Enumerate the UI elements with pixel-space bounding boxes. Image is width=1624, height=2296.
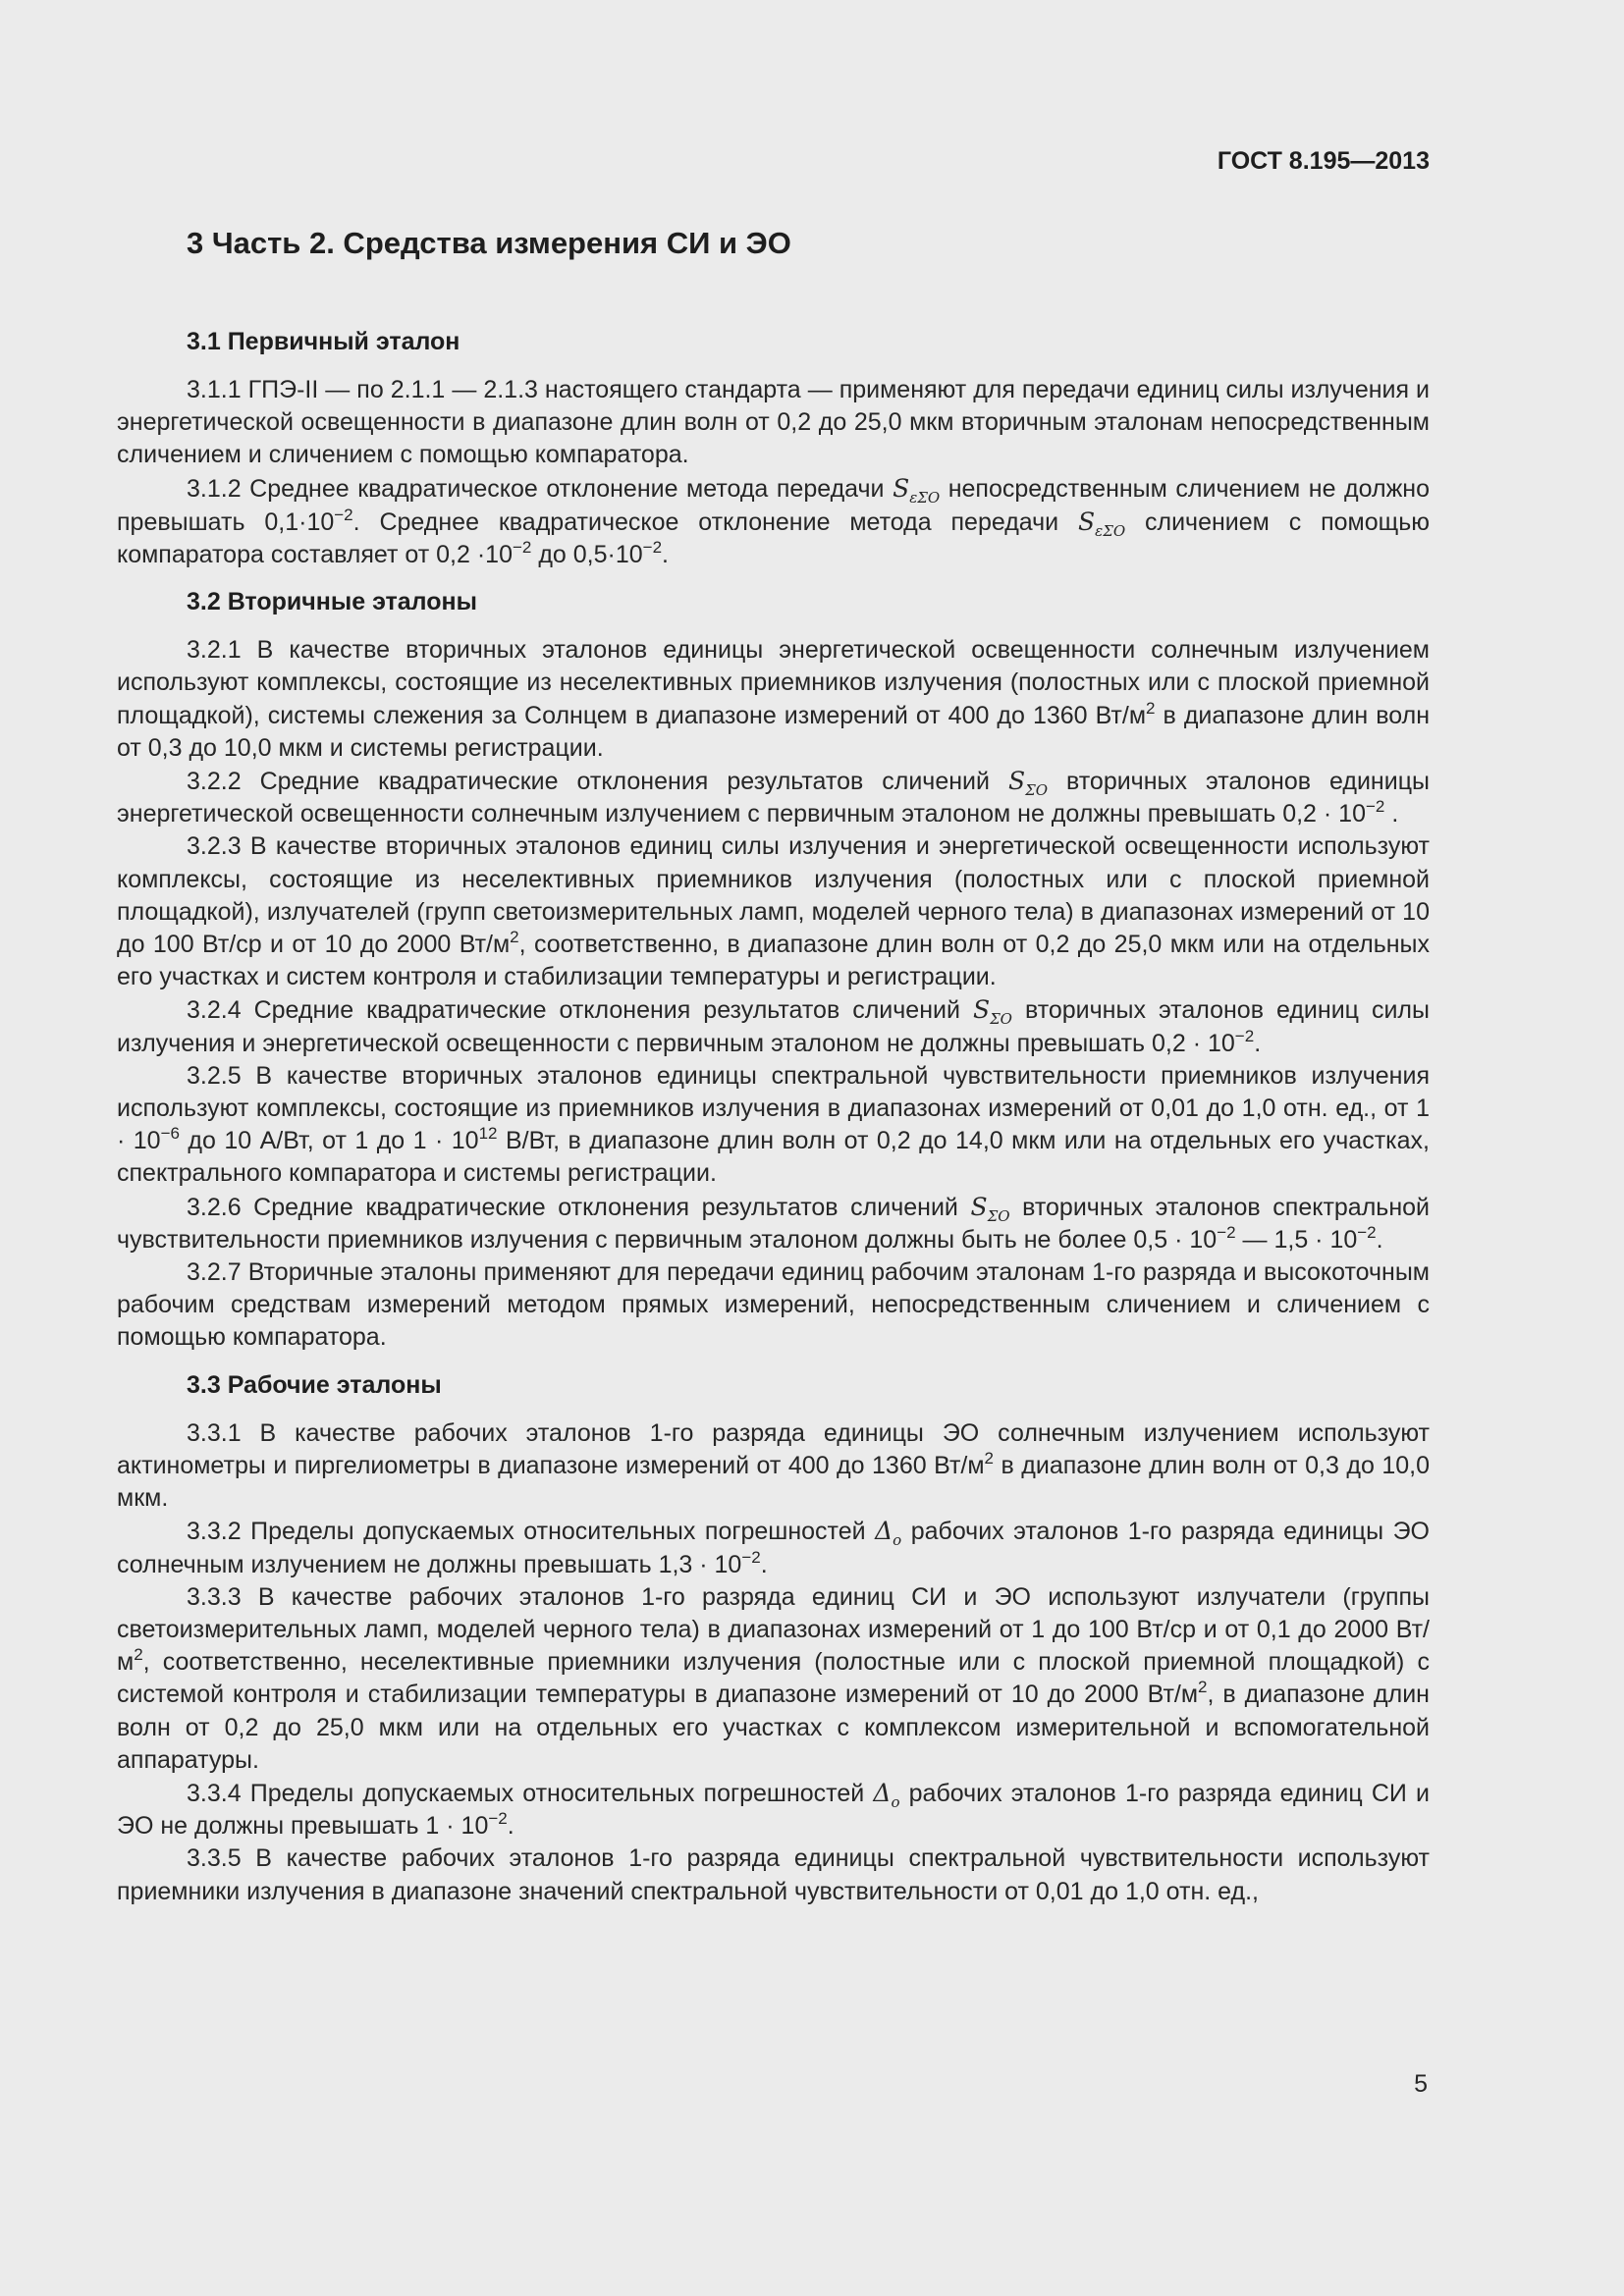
symbol-s: S bbox=[1078, 507, 1096, 536]
subsection-title-3-3: 3.3 Рабочие эталоны bbox=[187, 1370, 442, 1399]
symbol-s: S bbox=[893, 473, 910, 503]
paragraph-3-2-1: 3.2.1 В качестве вторичных эталонов единицы энергетической освещенности солнечным излучением используют комплексы, состоящие из неселективных приемников излучения (полостных или с плоской приемной площадкой), системы слежения за Солнцем в диапазоне измерений от 400 до 1360 $Вт/м^2$ в диапазоне длин волн от 0,3 до 10,0 мкм и системы регистрации. bbox=[117, 636, 1431, 762]
subsection-title-3-2: 3.2 Вторичные эталоны bbox=[187, 588, 477, 616]
subsection-3-2 bbox=[117, 585, 1430, 1354]
symbol-s: S bbox=[1007, 767, 1026, 796]
paragraph-3-2-6: 3.2.6 Средние квадратические отклонения результатов сличений $S_{\Sigma О}$ вторичных эталонов спектральной чувствительности приемников излучения с первичным эталоном должны быть не более $0,5 \cdot 10^{-2}$ — $1,5 \cdot 10^{-2}$. bbox=[117, 1192, 1431, 1254]
subsection-title-3-1: 3.1 Первичный эталон bbox=[187, 328, 460, 355]
symbol-s: S bbox=[970, 1192, 988, 1221]
paragraph-3-2-2: 3.2.2 Средние квадратические отклонения результатов сличений $S_{\Sigma О}$ вторичных эталонов единицы энергетической освещенности солнечным излучением с первичным эталоном не должны превышать $0,2 \cdot 10^{-2}$ . bbox=[117, 767, 1430, 828]
paragraph-3-2-7: 3.2.7 Вторичные эталоны применяют для передачи единиц рабочим эталонам 1-го разряда и высокоточным рабочим средствам измерений методом прямых измерений, непосредственным сличением и сличением с помощью компаратора. bbox=[117, 1258, 1430, 1352]
page-body bbox=[117, 224, 1430, 1922]
symbol-delta: Δ bbox=[875, 1517, 893, 1546]
paragraph-3-1-1: 3.1.1 ГПЭ-II — по 2.1.1 — 2.1.3 настоящего стандарта — применяют для передачи единиц силы излучения и энергетической освещенности в диапазоне длин волн от 0,2 до 25,0 мкм вторичным эталонам непосредственным сличением и сличением с помощью компаратора. bbox=[117, 376, 1430, 469]
paragraph-3-2-5: 3.2.5 В качестве вторичных эталонов единицы спектральной чувствительности приемников излучения используют комплексы, состоящие из приемников излучения в диапазонах измерений от 0,01 до 1,0 отн. ед., от $1 \cdot 10^{-6}$ до 10 А/Вт, от 1 до $1 \cdot 10^{12}$ В/Вт, в диапазоне длин волн от 0,2 до 14,0 мкм или на отдельных его участках, спектрального компаратора и системы регистрации. bbox=[117, 1061, 1430, 1188]
paragraph-3-3-1: 3.3.1 В качестве рабочих эталонов 1-го разряда единицы ЭО солнечным излучением используют актинометры и пиргелиометры в диапазоне измерений от 400 до 1360 $Вт/м^2$ в диапазоне длин волн от 0,3 до 10,0 мкм. bbox=[117, 1418, 1430, 1513]
document-code: ГОСТ 8.195—2013 bbox=[1217, 147, 1430, 175]
subsection-3-3 bbox=[117, 1368, 1430, 1908]
subsection-3-1 bbox=[117, 325, 1430, 571]
paragraph-3-3-4: 3.3.4 Пределы допускаемых относительных погрешностей $\Delta_о$ рабочих эталонов 1-го разряда единиц СИ и ЭО не должны превышать $1 \cdot 10^{-2}$. bbox=[117, 1778, 1430, 1841]
symbol-delta: Δ bbox=[873, 1778, 892, 1807]
paragraph-3-1-2: 3.1.2 Среднее квадратическое отклонение метода передачи $S_{\varepsilon\Sigma О}$ непосредственным сличением не должно превышать $0,1\cdot 10^{-2}$. Среднее квадратическое отклонение метода передачи $S_{\varepsilon\Sigma О}$ сличением с помощью компаратора составляет от $0,2 \cdot 10^{-2}$ до $0,5\cdot 10^{-2}$. bbox=[117, 473, 1431, 569]
paragraph-3-2-4: 3.2.4 Средние квадратические отклонения результатов сличений $S_{\Sigma О}$ вторичных эталонов единиц силы излучения и энергетической освещенности с первичным эталоном не должны превышать $0,2 \cdot 10^{-2}$. bbox=[117, 995, 1430, 1057]
paragraph-3-3-3: 3.3.3 В качестве рабочих эталонов 1-го разряда единиц СИ и ЭО используют излучатели (группы светоизмерительных ламп, моделей черного тела) в диапазонах измерений от 1 до 100 Вт/ср и от 0,1 до 2000 $Вт/м^2$, соответственно, неселективные приемники излучения (полостные или с плоской приемной площадкой) с системой контроля и стабилизации температуры в диапазоне измерений от 10 до 2000 $Вт/м^2$, в диапазоне длин волн от 0,2 до 25,0 мкм или на отдельных его участках с комплексом измерительной и вспомогательной аппаратуры. bbox=[117, 1582, 1430, 1774]
paragraph-3-2-3: 3.2.3 В качестве вторичных эталонов единиц силы излучения и энергетической освещенности используют комплексы, состоящие из неселективных приемников излучения (полостных или с плоской приемной площадкой), излучателей (групп светоизмерительных ламп, моделей черного тела) в диапазонах измерений от 10 до 100 Вт/ср и от 10 до 2000 $Вт/м^2$, соответственно, в диапазоне длин волн от 0,2 до 25,0 мкм или на отдельных его участках и систем контроля и стабилизации температуры и регистрации. bbox=[117, 832, 1430, 991]
paragraph-3-3-2: 3.3.2 Пределы допускаемых относительных погрешностей $\Delta_о$ рабочих эталонов 1-го разряда единицы ЭО солнечным излучением не должны превышать $1,3 \cdot 10^{-2}$. bbox=[117, 1517, 1430, 1578]
page-number: 5 bbox=[1414, 2070, 1428, 2098]
symbol-s: S bbox=[972, 995, 991, 1025]
paragraph-3-3-5: 3.3.5 В качестве рабочих эталонов 1-го разряда единицы спектральной чувствительности используют приемники излучения в диапазоне значений спектральной чувствительности от 0,01 до 1,0 отн. ед., bbox=[117, 1844, 1430, 1905]
section-title: 3 Часть 2. Средства измерения СИ и ЭО bbox=[187, 226, 791, 260]
